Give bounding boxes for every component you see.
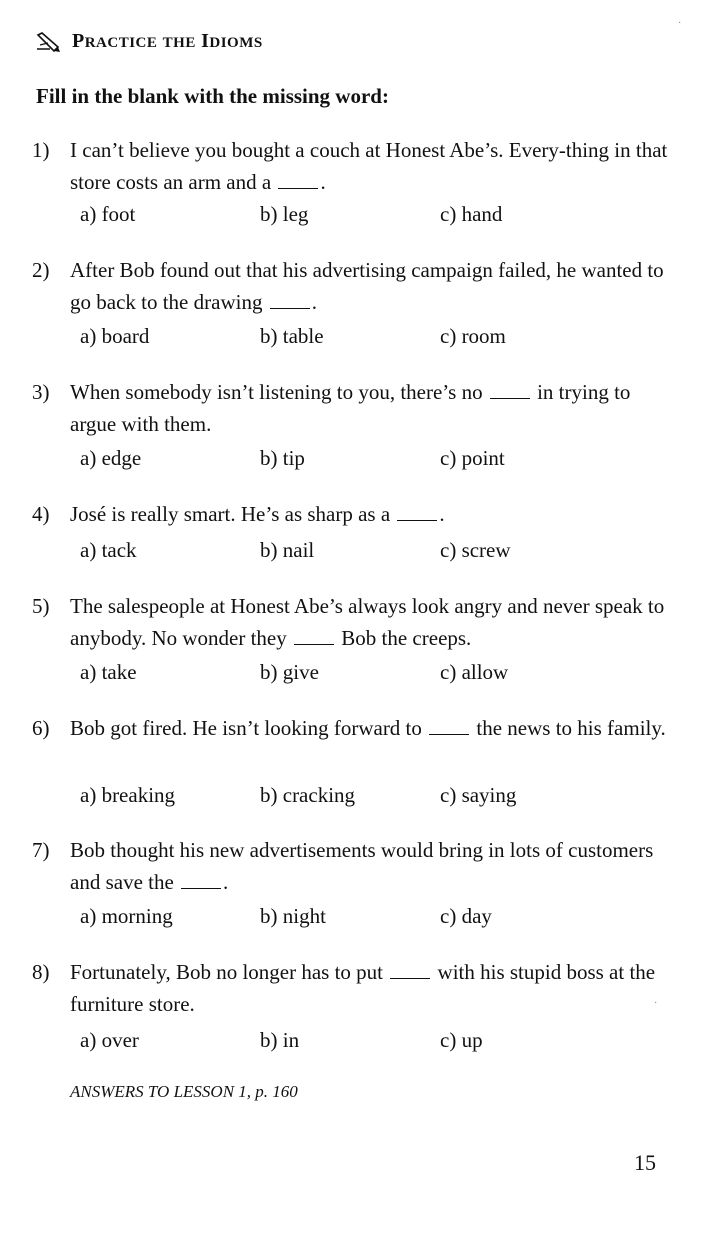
question (32, 134, 672, 198)
question-text: José is really smart. He’s as sharp as a . (70, 502, 445, 526)
question-number: 7) (32, 838, 50, 862)
pencil-icon (36, 31, 62, 53)
option-a[interactable]: a) board (80, 324, 150, 348)
answer-blank (181, 870, 221, 889)
question-number: 3) (32, 380, 50, 404)
option-a[interactable]: a) edge (80, 446, 142, 470)
option-c[interactable]: c) point (440, 446, 505, 470)
option-c[interactable]: c) saying (440, 783, 517, 807)
instructions: Fill in the blank with the missing word: (36, 84, 389, 108)
answer-options (80, 781, 600, 809)
scan-mark: · (654, 998, 658, 1009)
option-c[interactable]: c) hand (440, 202, 503, 226)
option-c[interactable]: c) day (440, 904, 492, 928)
option-b[interactable]: b) cracking (260, 783, 356, 807)
answer-blank (397, 502, 437, 521)
page-number: 15 (634, 1150, 656, 1175)
question-number: 1) (32, 138, 50, 162)
answer-options (80, 1026, 600, 1054)
question-text: Bob thought his new advertisements would bring in lots of customers and save the . (70, 838, 654, 894)
question-text: Fortunately, Bob no longer has to put with his stupid boss at the furniture store. (70, 960, 656, 1016)
answers-reference: ANSWERS TO LESSON 1, p. 160 (70, 1082, 298, 1101)
option-b[interactable]: b) in (260, 1028, 300, 1052)
answer-blank (490, 380, 530, 399)
question-number: 5) (32, 594, 50, 618)
option-c[interactable]: c) room (440, 324, 506, 348)
option-b[interactable]: b) nail (260, 538, 315, 562)
answer-blank (294, 626, 334, 645)
answer-options (80, 658, 600, 686)
question (32, 498, 672, 530)
answer-options (80, 444, 600, 472)
answer-blank (278, 170, 318, 189)
question-text: I can’t believe you bought a couch at Honest Abe’s. Every-thing in that store costs an arm and a . (70, 138, 668, 194)
question (32, 254, 672, 318)
answer-options (80, 322, 600, 350)
question-text: When somebody isn’t listening to you, there’s no in trying to argue with them. (70, 380, 631, 436)
option-a[interactable]: a) foot (80, 202, 136, 226)
scan-mark: · (678, 18, 682, 29)
question-text: The salespeople at Honest Abe’s always look angry and never speak to anybody. No wonder they Bob the creeps. (70, 594, 665, 650)
answer-blank (270, 290, 310, 309)
question-text: After Bob found out that his advertising campaign failed, he wanted to go back to the drawing . (70, 258, 664, 314)
question-number: 8) (32, 960, 50, 984)
option-a[interactable]: a) morning (80, 904, 173, 928)
question-number: 4) (32, 502, 50, 526)
answer-blank (390, 960, 430, 979)
option-b[interactable]: b) table (260, 324, 324, 348)
section-heading (36, 30, 263, 53)
option-b[interactable]: b) tip (260, 446, 305, 470)
answer-options (80, 200, 600, 228)
option-a[interactable]: a) breaking (80, 783, 176, 807)
option-b[interactable]: b) night (260, 904, 326, 928)
question (32, 376, 672, 440)
question (32, 590, 672, 654)
option-b[interactable]: b) give (260, 660, 319, 684)
answer-blank (429, 716, 469, 735)
question-number: 2) (32, 258, 50, 282)
option-b[interactable]: b) leg (260, 202, 309, 226)
option-a[interactable]: a) take (80, 660, 137, 684)
question-number: 6) (32, 716, 50, 740)
option-c[interactable]: c) up (440, 1028, 483, 1052)
question (32, 834, 672, 898)
question (32, 712, 672, 744)
question (32, 956, 672, 1020)
answer-options (80, 902, 600, 930)
option-c[interactable]: c) screw (440, 538, 511, 562)
option-a[interactable]: a) tack (80, 538, 137, 562)
question-text: Bob got fired. He isn’t looking forward to the news to his family. (70, 716, 666, 740)
answer-options (80, 536, 600, 564)
heading-text: PRACTICE THE IDIOMS (72, 30, 263, 52)
option-c[interactable]: c) allow (440, 660, 509, 684)
option-a[interactable]: a) over (80, 1028, 139, 1052)
